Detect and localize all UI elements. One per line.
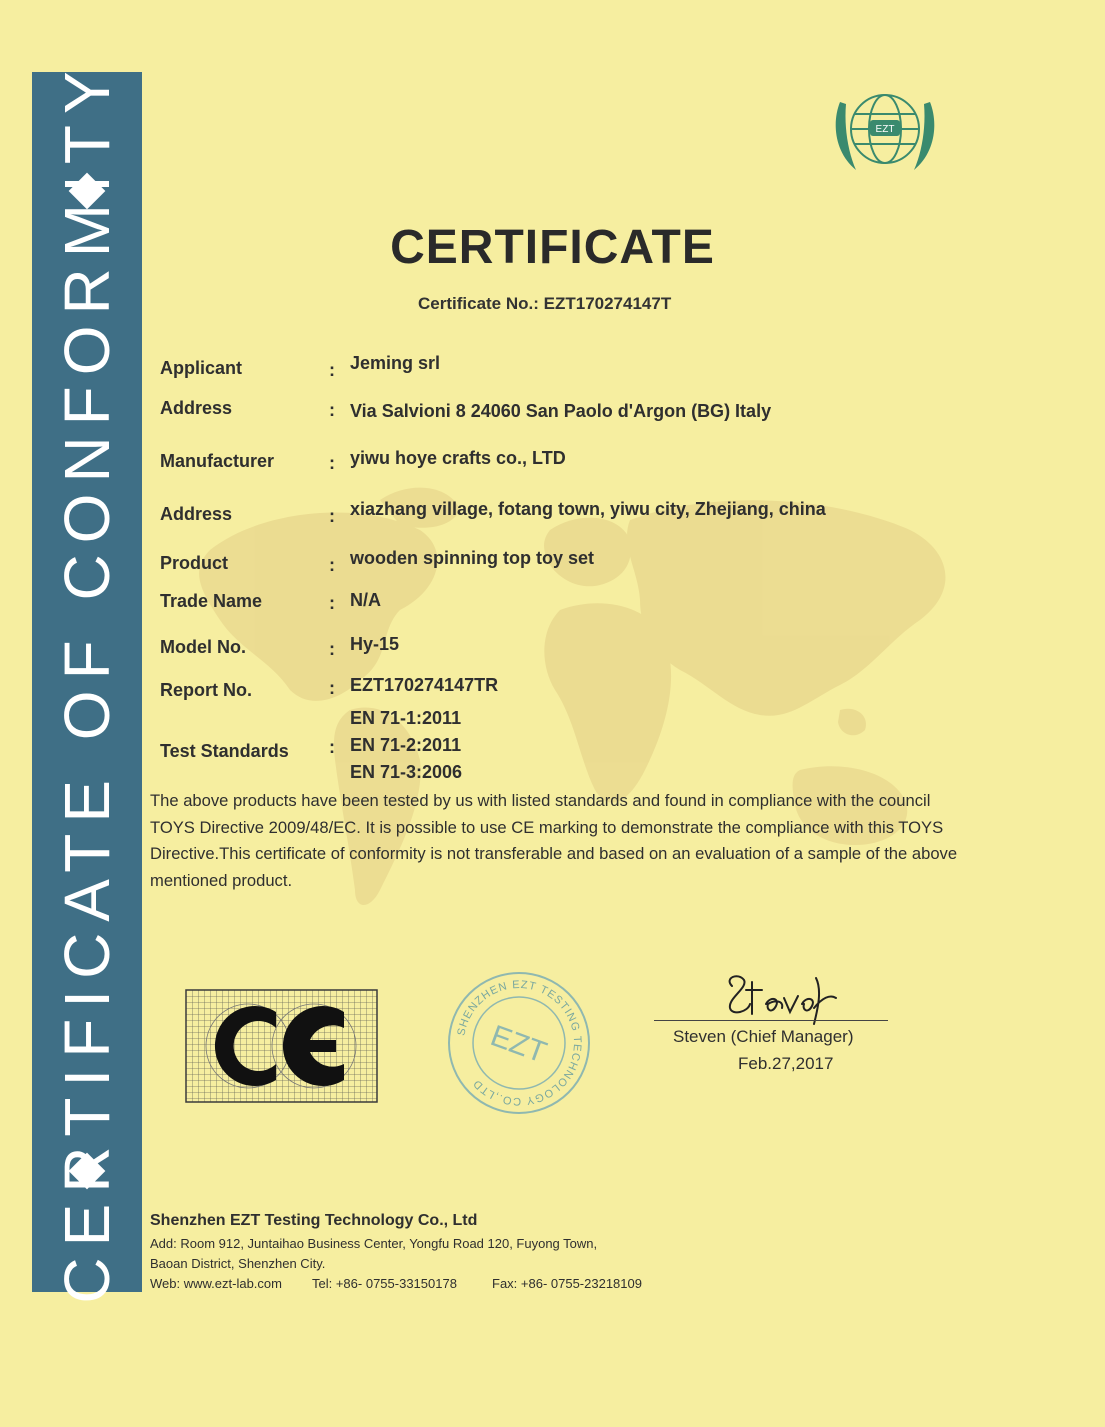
compliance-statement: The above products have been tested by us with listed standards and found in compliance with the council TOYS Directive 2009/48/EC. It is possible to use CE marking to demonstrate the compliance with this TOYS Directive.This certificate of conformity is not transferable and based on an evaluation of a sample of the above mentioned product. [150,791,958,890]
logo-text: EZT [875,124,895,135]
field-value-applicant-address: Via Salvioni 8 24060 San Paolo d'Argon (BG) Italy [350,401,772,421]
signature-text: Steven [718,968,722,969]
field-colon: : [329,639,335,659]
certificate-number: Certificate No.: EZT170274147T [418,294,672,313]
field-colon: : [329,453,335,473]
ezt-company-stamp [446,970,592,1116]
field-colon: : [329,555,335,575]
field-label-manufacturer-address: Address [160,504,233,524]
field-value-manufacturer-address: xiazhang village, fotang town, yiwu city, Zhejiang, china [350,499,826,519]
issuer-address-line1: Add: Room 912, Juntaihao Business Center, Yongfu Road 120, Fuyong Town, [150,1236,598,1251]
issuer-company: Shenzhen EZT Testing Technology Co., Ltd [150,1212,478,1229]
test-standard-3: EN 71-3:2006 [350,762,463,782]
field-label-applicant: Applicant [160,358,243,378]
issuer-address-line2: Baoan District, Shenzhen City. [150,1256,326,1271]
field-value-trade-name: N/A [350,590,381,610]
field-label-report-no: Report No. [160,680,252,700]
field-value-model-no: Hy-15 [350,634,400,654]
ce-mark-text: CE [281,986,283,987]
issuer-fax: Fax: +86- 0755-23218109 [492,1276,642,1291]
ce-mark [186,986,377,1102]
signature-line [654,1020,888,1021]
signing-date: Feb.27,2017 [738,1054,834,1073]
stamp-center-text: EZT [486,1019,551,1070]
field-label-test-standards: Test Standards [160,741,289,761]
field-value-manufacturer: yiwu hoye crafts co., LTD [350,448,566,468]
signer-name: Steven (Chief Manager) [673,1027,854,1046]
handwritten-signature [718,968,838,1026]
stamp-ring-text: SHENZHEN EZT TESTING TECHNOLOGY CO.,LTD [455,978,584,1108]
field-value-report-no: EZT170274147TR [350,675,499,695]
field-colon: : [329,593,335,613]
field-label-trade-name: Trade Name [160,591,263,611]
field-colon: : [329,506,335,526]
test-standard-1: EN 71-1:2011 [350,708,462,728]
field-colon: : [329,678,335,698]
field-label-applicant-address: Address [160,398,233,418]
field-label-product: Product [160,553,229,573]
field-colon: : [329,737,335,757]
field-colon: : [329,400,335,420]
issuer-tel: Tel: +86- 0755-33150178 [312,1276,457,1291]
field-label-manufacturer: Manufacturer [160,451,275,471]
field-colon: : [329,360,335,380]
field-label-model-no: Model No. [160,637,246,657]
ezt-laurel-globe-logo [826,82,944,182]
test-standard-2: EN 71-2:2011 [350,735,462,755]
issuer-web: Web: www.ezt-lab.com [150,1276,282,1291]
field-value-applicant: Jeming srl [350,353,441,373]
certificate-title: CERTIFICATE [390,221,715,274]
field-value-product: wooden spinning top toy set [350,548,594,568]
side-band-title: CERTIFICATE OF CONFORMITY [51,60,123,1304]
